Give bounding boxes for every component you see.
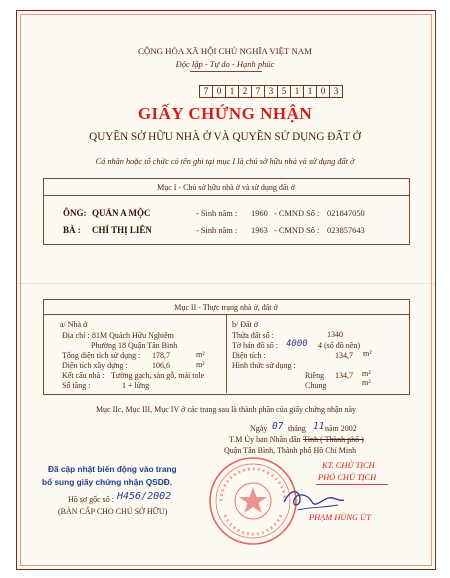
serial-digit: 3: [265, 86, 278, 97]
private-label: Riêng: [305, 371, 325, 380]
continuation-note: Mục IIc, Mục III, Mục IV ở các trang sau là thành phần của giấy chứng nhận này: [95, 405, 357, 414]
serial-digit: 3: [333, 86, 339, 96]
owner-1-id-number: 021847050: [327, 209, 365, 218]
built-area-label: Diện tích xây dựng :: [62, 361, 128, 370]
paper-fold: [16, 283, 434, 284]
signer-role-2: PHÓ CHỦ TỊCH: [318, 473, 377, 482]
address-label: Địa chỉ :: [62, 331, 90, 340]
built-area-value: 106,6: [152, 361, 170, 370]
owner-1-name: QUẢN A MỘC: [92, 208, 151, 218]
total-area-value: 178,7: [152, 351, 170, 360]
owner-1-prefix: ÔNG:: [63, 208, 87, 218]
address-line-1: 81M Quách Hữu Nghiêm: [92, 331, 174, 340]
total-area-unit: m²: [196, 350, 205, 359]
map-label: Tờ bản đồ số :: [232, 341, 279, 350]
copy-note: (BẢN CẤP CHO CHỦ SỞ HỮU): [58, 507, 168, 516]
shared-unit: m²: [362, 378, 371, 387]
origin-file-number: H456/2002: [117, 491, 172, 502]
serial-digit: 2: [239, 86, 252, 97]
owner-2-id-number: 023857643: [327, 226, 365, 235]
owner-1-birth-label: - Sinh năm :: [196, 209, 238, 218]
parcel-label: Thửa đất số :: [232, 331, 274, 340]
date-prefix: Ngày: [250, 424, 268, 433]
motto-underline: [190, 71, 262, 72]
house-heading: a/ Nhà ở: [60, 320, 88, 329]
address-line-2: Phường 18 Quận Tân Bình: [91, 341, 178, 350]
land-area-label: Diện tích :: [232, 351, 266, 360]
owner-2-name: CHÍ THỊ LIÊN: [92, 225, 152, 235]
serial-digit: 5: [278, 86, 291, 97]
floors-label: Số tầng :: [62, 381, 91, 390]
owner-2-birth-year: 1963: [251, 226, 268, 235]
owner-2-id-label: - CMND Số :: [274, 226, 320, 235]
floors-value: 1 + lửng: [122, 381, 150, 390]
republic-heading: CỘNG HÒA XÃ HỘI CHỦ NGHĨA VIỆT NAM: [138, 46, 312, 56]
serial-digit: 1: [291, 86, 304, 97]
total-area-label: Tổng diện tích sử dụng :: [62, 351, 141, 360]
serial-digit: 7: [252, 86, 265, 97]
date-month: 11: [313, 421, 325, 432]
origin-file-label: Hồ sơ gốc số :: [68, 495, 115, 504]
serial-digit: 1: [226, 86, 239, 97]
parcel-value: 1340: [327, 330, 343, 339]
serial-digit: 1: [304, 86, 317, 97]
section-2-column-divider: [226, 314, 227, 393]
private-value: 134,7: [335, 371, 353, 380]
authority-struck: Tỉnh ( Thành phố ): [303, 435, 364, 444]
map-handwritten-number: 4000: [286, 339, 308, 349]
owner-1-birth-year: 1960: [251, 209, 268, 218]
update-stamp-line-2: bổ sung giấy chứng nhận QSDĐ.: [42, 477, 173, 487]
authority-line-2: Quận Tân Bình, Thành phố Hồ Chí Minh: [224, 446, 357, 455]
private-unit: m²: [362, 369, 371, 378]
usage-label: Hình thức sử dụng :: [232, 361, 296, 370]
land-area-value: 134,7: [335, 351, 353, 360]
built-area-unit: m²: [196, 360, 205, 369]
signer-role-1: KT. CHỦ TỊCH: [322, 461, 375, 470]
date-year: năm 2002: [325, 424, 357, 433]
land-area-unit: m²: [363, 349, 372, 358]
document-title: GIẤY CHỨNG NHẬN: [137, 104, 313, 123]
update-stamp-line-1: Đã cập nhật biến động vào trang: [48, 464, 177, 474]
owner-2-prefix: BÀ :: [63, 225, 81, 235]
section-1-title: Mục I - Chủ sở hữu nhà ở và sử dụng đất ở: [157, 183, 295, 192]
date-day: 07: [272, 421, 284, 432]
structure-value: Tường gạch, sàn gỗ, mái tole: [111, 371, 205, 380]
land-heading: b/ Đất ở: [232, 320, 259, 329]
map-value: 4 (sổ đồ nền): [318, 341, 360, 350]
owner-2-birth-label: - Sinh năm :: [196, 226, 238, 235]
owner-1-id-label: - CMND Số :: [274, 209, 320, 218]
section-1-divider: [43, 195, 409, 196]
intro-text: Cá nhân hoặc tổ chức có tên ghi tại mục I là chủ sở hữu nhà và sử dụng đất ở: [95, 157, 355, 166]
month-label: tháng: [288, 424, 306, 433]
document-subtitle: QUYỀN SỞ HỮU NHÀ Ở VÀ QUYỀN SỬ DỤNG ĐẤT Ở: [89, 131, 361, 143]
serial-number-boxes: [199, 85, 343, 98]
signer-name: PHẠM HÙNG ÚT: [309, 513, 371, 522]
section-2-title: Mục II - Thực trạng nhà ở, đất ở: [174, 303, 278, 312]
structure-label: Kết cấu nhà :: [62, 371, 105, 380]
serial-digit: 7: [200, 86, 213, 97]
motto: Độc lập - Tự do - Hạnh phúc: [175, 59, 275, 69]
serial-digit: 0: [317, 86, 330, 97]
authority-line-1: T.M Ủy ban Nhân dân: [229, 435, 301, 444]
serial-digit: 0: [213, 86, 226, 97]
shared-label: Chung: [305, 381, 327, 390]
